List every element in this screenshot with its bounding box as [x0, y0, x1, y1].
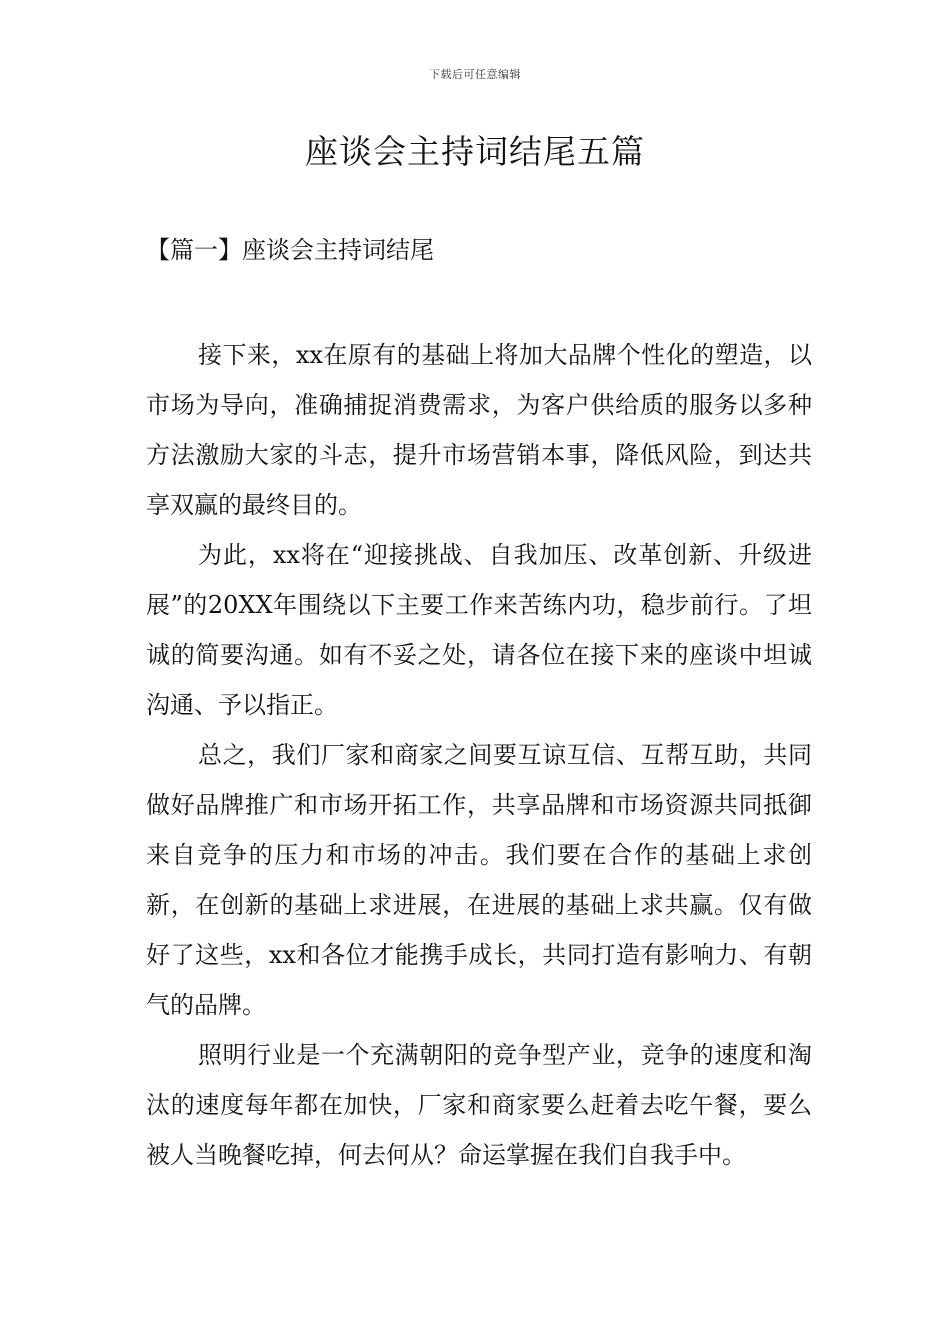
header-note: 下载后可任意编辑 [429, 68, 521, 81]
paragraph: 接下来，xx在原有的基础上将加大品牌个性化的塑造，以市场为导向，准确捕捉消费需求，为客户供给质的服务以多种方法激励大家的斗志，提升市场营销本事，降低风险，到达共享双赢的最终目的。 [146, 341, 812, 519]
paragraph: 总之，我们厂家和商家之间要互谅互信、互帮互助，共同做好品牌推广和市场开拓工作，共享品牌和市场资源共同抵御来自竞争的压力和市场的冲击。我们要在合作的基础上求创新，在创新的基础上求进展，在进展的基础上求共赢。仅有做好了这些，xx和各位才能携手成长，共同打造有影响力、有朝气的品牌。 [146, 741, 812, 1019]
section-heading: 【篇一】座谈会主持词结尾 [146, 236, 434, 264]
paragraph: 照明行业是一个充满朝阳的竞争型产业，竞争的速度和淘汰的速度每年都在加快，厂家和商家要么赶着去吃午餐，要么被人当晚餐吃掉，何去何从？命运掌握在我们自我手中。 [146, 1041, 812, 1169]
paragraph: 为此，xx将在“迎接挑战、自我加压、改革创新、升级进展”的20XX年围绕以下主要工作来苦练内功，稳步前行。了坦诚的简要沟通。如有不妥之处，请各位在接下来的座谈中坦诚沟通、予以指正。 [146, 541, 812, 719]
document-title: 座谈会主持词结尾五篇 [305, 132, 645, 171]
body-text [146, 330, 812, 1180]
